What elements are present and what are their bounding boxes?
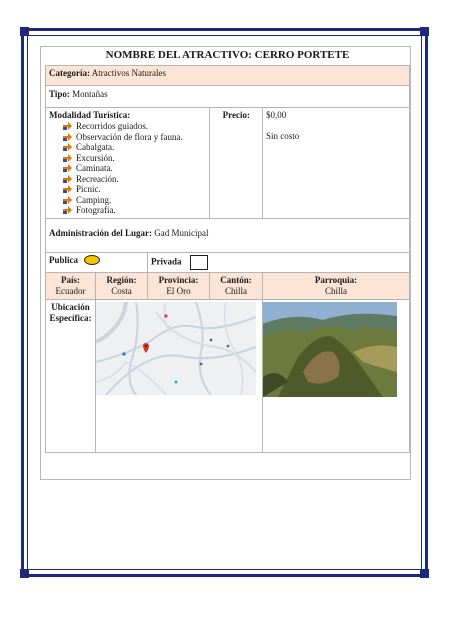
list-item: Observación de flora y fauna.: [63, 132, 206, 143]
region-cell: [96, 272, 148, 299]
location-map: [96, 302, 256, 395]
sheet-title: NOMBRE DEL ATRACTIVO: CERRO PORTETE: [46, 46, 410, 66]
modalidad-label: Modalidad Turística:: [49, 110, 131, 120]
region-value: Costa: [111, 285, 132, 296]
privada-label: Privada: [151, 256, 182, 267]
border-corner: [20, 569, 29, 578]
list-item: Caminata.: [63, 163, 206, 174]
precio-note: Sin costo: [266, 131, 300, 141]
provincia-label: Provincia:: [158, 274, 199, 285]
border-corner: [20, 27, 29, 36]
modalidad-list: [49, 121, 206, 216]
bullet-arrow-icon: [63, 185, 72, 193]
parroquia-value: Chilla: [325, 285, 347, 296]
attraction-sheet: [45, 46, 410, 453]
canton-label: Cantón:: [220, 274, 252, 285]
border-corner: [420, 569, 429, 578]
precio-value-cell: [263, 108, 410, 219]
administracion-label: Administración del Lugar:: [49, 227, 153, 238]
pais-label: País:: [61, 274, 80, 285]
photo-cell: [263, 299, 410, 452]
list-item: Picnic.: [63, 184, 206, 195]
privada-cell: [148, 252, 410, 272]
map-cell: [96, 299, 263, 452]
modalidad-cell: [46, 108, 210, 219]
precio-label-cell: [210, 108, 263, 219]
parroquia-cell: [263, 272, 410, 299]
pais-value: Ecuador: [55, 285, 86, 296]
tipo-label: Tipo:: [49, 89, 70, 99]
tipo-row: [46, 86, 410, 108]
provincia-value: El Oro: [166, 285, 191, 296]
tipo-value: Montañas: [72, 89, 108, 99]
publica-cell: [46, 252, 148, 272]
bullet-arrow-icon: [63, 122, 72, 130]
list-item: Recreación.: [63, 174, 206, 185]
provincia-cell: [148, 272, 210, 299]
list-item: Fotografía.: [63, 205, 206, 216]
list-item: Cabalgata.: [63, 142, 206, 153]
bullet-arrow-icon: [63, 206, 72, 214]
region-label: Región:: [106, 274, 137, 285]
list-item: Camping.: [63, 195, 206, 206]
privada-checkbox: [190, 255, 208, 270]
bullet-arrow-icon: [63, 196, 72, 204]
parroquia-label: Parroquia:: [314, 274, 358, 285]
list-item: Excursión.: [63, 153, 206, 164]
administracion-row: [46, 218, 410, 252]
administracion-value: Gad Municipal: [154, 227, 209, 238]
ubicacion-especifica-cell: [46, 299, 96, 452]
bullet-arrow-icon: [63, 164, 72, 172]
pais-cell: [46, 272, 96, 299]
border-corner: [420, 27, 429, 36]
list-item: Recorridos guiados.: [63, 121, 206, 132]
precio-value: $0,00: [266, 110, 287, 120]
bullet-arrow-icon: [63, 175, 72, 183]
publica-label: Publica: [49, 254, 79, 265]
canton-cell: [210, 272, 263, 299]
bullet-arrow-icon: [63, 154, 72, 162]
ubicacion-especifica-label: Ubicación Específica:: [49, 301, 92, 323]
categoria-row: [46, 66, 410, 86]
bullet-arrow-icon: [63, 133, 72, 141]
bullet-arrow-icon: [63, 143, 72, 151]
precio-label: Precio:: [222, 110, 250, 120]
categoria-value: Atractivos Naturales: [91, 68, 166, 78]
categoria-label: Categoría:: [49, 68, 90, 78]
publica-selected-marker: [84, 255, 100, 265]
canton-value: Chilla: [225, 285, 247, 296]
cerro-portete-photo: [263, 302, 397, 397]
